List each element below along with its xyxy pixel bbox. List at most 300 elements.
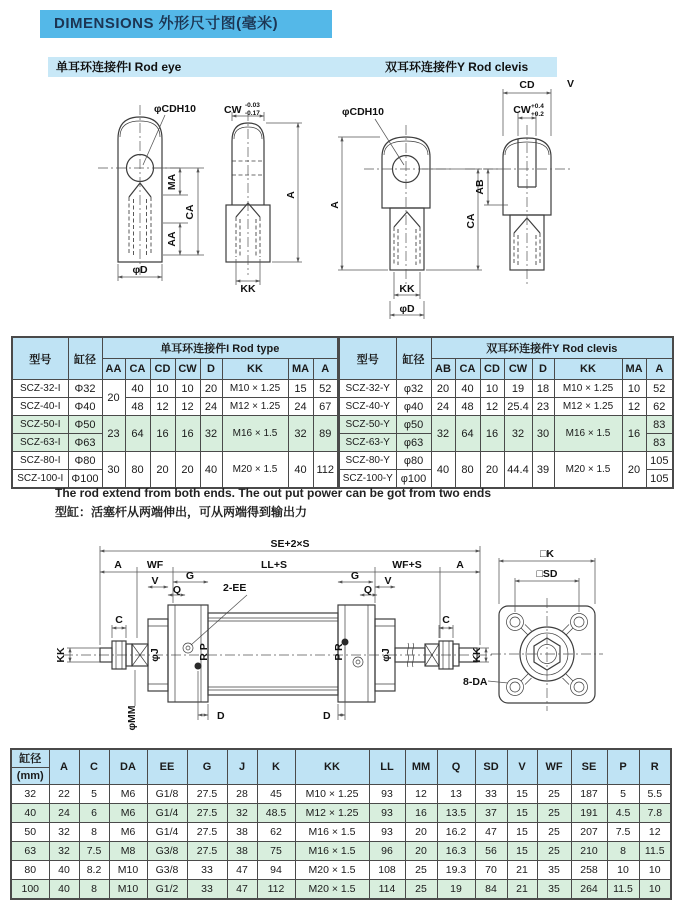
cell: 24 bbox=[49, 804, 79, 823]
cell: 12 bbox=[480, 398, 504, 416]
header-bore: 缸径 bbox=[396, 337, 431, 380]
cell: 96 bbox=[369, 842, 405, 861]
label-rod-eye-kk: KK bbox=[240, 283, 256, 295]
cell: 191 bbox=[571, 804, 607, 823]
cell: 35 bbox=[537, 861, 571, 880]
cell: 15 bbox=[507, 785, 537, 804]
label-se: SE+2×S bbox=[270, 538, 310, 550]
model-cell: SCZ-100-Y bbox=[339, 470, 396, 489]
cell: 20 bbox=[150, 452, 175, 489]
bore-cell: Φ63 bbox=[68, 434, 102, 452]
cell: M12 × 1.25 bbox=[554, 398, 622, 416]
cell: 64 bbox=[125, 416, 150, 452]
label-rod-eye-aa: AA bbox=[166, 231, 178, 247]
cell: 45 bbox=[257, 785, 295, 804]
model-cell: SCZ-80-I bbox=[12, 452, 68, 470]
label-d-left: D bbox=[217, 710, 225, 722]
cell: 30 bbox=[532, 416, 554, 452]
col-header: K bbox=[257, 749, 295, 785]
model-cell: SCZ-32-I bbox=[12, 380, 68, 398]
cell: 47 bbox=[475, 823, 507, 842]
cell: 80 bbox=[455, 452, 480, 489]
cell: 20 bbox=[480, 452, 504, 489]
cell: 25 bbox=[405, 861, 437, 880]
col-header: EE bbox=[147, 749, 187, 785]
label-mm: φMM bbox=[126, 705, 138, 731]
cell: 83 bbox=[646, 434, 673, 452]
col-header: DA bbox=[109, 749, 147, 785]
cell: 8.2 bbox=[79, 861, 109, 880]
cell: M6 bbox=[109, 785, 147, 804]
cell: 25 bbox=[405, 880, 437, 900]
col-header: MA bbox=[622, 359, 646, 380]
label-j-left: φJ bbox=[149, 648, 161, 662]
cell: 32 bbox=[504, 416, 532, 452]
label-clevis-cw: CW bbox=[513, 104, 531, 116]
cell: 7.5 bbox=[79, 842, 109, 861]
cell: M20 × 1.5 bbox=[222, 452, 288, 489]
cell: 108 bbox=[369, 861, 405, 880]
cell: 20 bbox=[405, 823, 437, 842]
cell: 84 bbox=[475, 880, 507, 900]
page-title: DIMENSIONS 外形尺寸图(毫米) bbox=[40, 10, 332, 38]
note-english: The rod extend from both ends. The out put power can be got from two ends bbox=[55, 486, 492, 500]
bore-cell: φ80 bbox=[396, 452, 431, 470]
cell: M16 × 1.5 bbox=[222, 416, 288, 452]
cell: 20 bbox=[175, 452, 200, 489]
cell: 12 bbox=[639, 823, 671, 842]
col-header: CW bbox=[504, 359, 532, 380]
cell: 13 bbox=[437, 785, 475, 804]
cell: 16.3 bbox=[437, 842, 475, 861]
cell: 11.5 bbox=[607, 880, 639, 900]
col-header: CD bbox=[480, 359, 504, 380]
rod-eye-dimension-lines bbox=[118, 115, 204, 281]
cell: 7.5 bbox=[607, 823, 639, 842]
label-c-left: C bbox=[115, 614, 123, 626]
cell: 21 bbox=[507, 861, 537, 880]
cell: 10 bbox=[480, 380, 504, 398]
table-row bbox=[12, 416, 338, 434]
cell: 7.8 bbox=[639, 804, 671, 823]
cell: 40 bbox=[125, 380, 150, 398]
cell: 67 bbox=[313, 398, 338, 416]
col-header: MA bbox=[288, 359, 313, 380]
cell: 48 bbox=[455, 398, 480, 416]
cell: G1/4 bbox=[147, 804, 187, 823]
cell: 24 bbox=[200, 398, 222, 416]
cell: 32 bbox=[49, 842, 79, 861]
label-q-left: Q bbox=[172, 584, 182, 596]
cell: 207 bbox=[571, 823, 607, 842]
cell: 210 bbox=[571, 842, 607, 861]
cell: 6 bbox=[79, 804, 109, 823]
cell: 40 bbox=[431, 452, 455, 489]
label-clevis-ca: CA bbox=[465, 213, 477, 229]
label-g-right: G bbox=[350, 570, 360, 582]
label-lls: LL+S bbox=[261, 559, 287, 571]
label-clevis-a: A bbox=[329, 201, 341, 209]
cell: 105 bbox=[646, 452, 673, 470]
cell: 20 bbox=[102, 380, 125, 416]
cell: 40 bbox=[200, 452, 222, 489]
model-cell: SCZ-40-I bbox=[12, 398, 68, 416]
bore-cell: Φ50 bbox=[68, 416, 102, 434]
cell: 48.5 bbox=[257, 804, 295, 823]
label-rod-eye-d: φD bbox=[132, 264, 148, 276]
col-header: SE bbox=[571, 749, 607, 785]
label-8da: 8-DA bbox=[463, 676, 488, 688]
col-header: A bbox=[313, 359, 338, 380]
header-group: 单耳环连接件I Rod type bbox=[102, 337, 338, 359]
cell: 15 bbox=[507, 842, 537, 861]
cell: 12 bbox=[175, 398, 200, 416]
cell: 258 bbox=[571, 861, 607, 880]
cell: 40 bbox=[455, 380, 480, 398]
cell: 75 bbox=[257, 842, 295, 861]
header-group: 双耳环连接件Y Rod clevis bbox=[431, 337, 673, 359]
cell: 10 bbox=[622, 380, 646, 398]
col-header: C bbox=[79, 749, 109, 785]
cell: 16 bbox=[175, 416, 200, 452]
cell: M10 bbox=[109, 861, 147, 880]
label-clevis-cd: CD bbox=[519, 79, 535, 91]
cell: 80 bbox=[125, 452, 150, 489]
label-v-left: V bbox=[151, 575, 159, 587]
col-header: CA bbox=[125, 359, 150, 380]
header-model: 型号 bbox=[12, 337, 68, 380]
cell: 10 bbox=[639, 880, 671, 900]
label-clevis-ab: AB bbox=[474, 179, 486, 195]
cell: 25.4 bbox=[504, 398, 532, 416]
subtitle-rod-clevis: 双耳环连接件Y Rod clevis bbox=[385, 60, 529, 74]
cell: 44.4 bbox=[504, 452, 532, 489]
col-header: CD bbox=[150, 359, 175, 380]
cell: M8 bbox=[109, 842, 147, 861]
cell: 13.5 bbox=[437, 804, 475, 823]
label-clevis-cw-lower: +0.2 bbox=[531, 111, 544, 118]
header-bore-unit: (mm) bbox=[16, 769, 44, 782]
cell: 32 bbox=[49, 823, 79, 842]
bore-cell: φ32 bbox=[396, 380, 431, 398]
cell: 16 bbox=[480, 416, 504, 452]
cell: M10 bbox=[109, 880, 147, 900]
table-row bbox=[339, 380, 673, 398]
cell: 62 bbox=[646, 398, 673, 416]
cell: 25 bbox=[537, 785, 571, 804]
cell: 40 bbox=[288, 452, 313, 489]
col-header: KK bbox=[554, 359, 622, 380]
cell: 32 bbox=[431, 416, 455, 452]
cell: 264 bbox=[571, 880, 607, 900]
cell: 52 bbox=[646, 380, 673, 398]
cell: M16 × 1.5 bbox=[554, 416, 622, 452]
cell: 93 bbox=[369, 785, 405, 804]
cell: 4.5 bbox=[607, 804, 639, 823]
cell: 47 bbox=[227, 861, 257, 880]
cell: 187 bbox=[571, 785, 607, 804]
cell: G1/2 bbox=[147, 880, 187, 900]
col-header: A bbox=[49, 749, 79, 785]
table-row bbox=[11, 785, 671, 804]
cell: 25 bbox=[537, 804, 571, 823]
model-cell: SCZ-100-I bbox=[12, 470, 68, 489]
bore-cell: φ50 bbox=[396, 416, 431, 434]
cell: 8 bbox=[79, 880, 109, 900]
bore-cell: Φ40 bbox=[68, 398, 102, 416]
cell: 8 bbox=[607, 842, 639, 861]
cell: 15 bbox=[507, 823, 537, 842]
cell: M10 × 1.25 bbox=[222, 380, 288, 398]
col-header: SD bbox=[475, 749, 507, 785]
cell: 32 bbox=[11, 785, 49, 804]
rod-clevis-table bbox=[338, 336, 674, 489]
cell: 16 bbox=[150, 416, 175, 452]
col-header: CW bbox=[175, 359, 200, 380]
cell: 112 bbox=[313, 452, 338, 489]
header-bore bbox=[11, 749, 49, 785]
label-rod-eye-cw-lower: -0.17 bbox=[245, 110, 260, 117]
cell: 62 bbox=[257, 823, 295, 842]
cell: 114 bbox=[369, 880, 405, 900]
cell: 37 bbox=[475, 804, 507, 823]
label-rod-eye-cw-upper: -0.03 bbox=[245, 102, 260, 109]
cell: 93 bbox=[369, 823, 405, 842]
label-j-right: φJ bbox=[380, 648, 392, 662]
cell: 5.5 bbox=[639, 785, 671, 804]
cell: 10 bbox=[150, 380, 175, 398]
model-cell: SCZ-63-Y bbox=[339, 434, 396, 452]
table-row bbox=[11, 842, 671, 861]
cell: 32 bbox=[227, 804, 257, 823]
table-row bbox=[339, 416, 673, 434]
table-row bbox=[11, 880, 671, 900]
cell: M10 × 1.25 bbox=[554, 380, 622, 398]
cell: 63 bbox=[11, 842, 49, 861]
rod-clevis-centerlines bbox=[364, 125, 452, 287]
cell: 35 bbox=[537, 880, 571, 900]
label-2ee: 2-EE bbox=[223, 582, 247, 594]
cell: 40 bbox=[49, 880, 79, 900]
label-clevis-d: φD bbox=[399, 303, 415, 315]
label-clevis-cw-upper: +0.4 bbox=[531, 103, 544, 110]
cell: 16.2 bbox=[437, 823, 475, 842]
cell: 5 bbox=[79, 785, 109, 804]
col-header: KK bbox=[295, 749, 369, 785]
cell: 32 bbox=[288, 416, 313, 452]
cell: M20 × 1.5 bbox=[295, 861, 369, 880]
label-kk-right: KK bbox=[471, 647, 483, 663]
label-wfs: WF+S bbox=[392, 559, 422, 571]
col-header: J bbox=[227, 749, 257, 785]
cell: 33 bbox=[187, 880, 227, 900]
cell: 12 bbox=[405, 785, 437, 804]
cell: 94 bbox=[257, 861, 295, 880]
cell: M12 × 1.25 bbox=[295, 804, 369, 823]
cell: 15 bbox=[288, 380, 313, 398]
cell: 24 bbox=[431, 398, 455, 416]
cell: 23 bbox=[532, 398, 554, 416]
cell: 19.3 bbox=[437, 861, 475, 880]
cell: 21 bbox=[507, 880, 537, 900]
subtitle-rod-eye: 单耳环连接件I Rod eye bbox=[56, 60, 182, 74]
main-dimensions-table bbox=[10, 748, 672, 900]
cell: 27.5 bbox=[187, 823, 227, 842]
cell: G3/8 bbox=[147, 842, 187, 861]
col-header: D bbox=[200, 359, 222, 380]
cell: 16 bbox=[622, 416, 646, 452]
label-d-right: D bbox=[323, 710, 331, 722]
label-rod-eye-a: A bbox=[285, 191, 297, 199]
cell: 25 bbox=[537, 842, 571, 861]
cell: 38 bbox=[227, 842, 257, 861]
col-header: KK bbox=[222, 359, 288, 380]
note-chinese: 型缸：活塞杆从两端伸出，可从两端得到输出力 bbox=[55, 505, 308, 519]
header-bore-label: 缸径 bbox=[12, 751, 49, 768]
cell: 5 bbox=[607, 785, 639, 804]
table-row bbox=[11, 823, 671, 842]
model-cell: SCZ-40-Y bbox=[339, 398, 396, 416]
col-header: P bbox=[607, 749, 639, 785]
label-v-right: V bbox=[384, 575, 392, 587]
cell: 56 bbox=[475, 842, 507, 861]
cell: M16 × 1.5 bbox=[295, 823, 369, 842]
rod-clevis-thread-lines bbox=[394, 227, 420, 265]
cell: 20 bbox=[431, 380, 455, 398]
cell: M12 × 1.25 bbox=[222, 398, 288, 416]
cell: M16 × 1.5 bbox=[295, 842, 369, 861]
bore-cell: Φ80 bbox=[68, 452, 102, 470]
cell: M6 bbox=[109, 804, 147, 823]
label-flange-k: □K bbox=[540, 548, 554, 560]
cell: 19 bbox=[437, 880, 475, 900]
cell: 112 bbox=[257, 880, 295, 900]
rod-eye-type-table bbox=[11, 336, 339, 489]
label-wf: WF bbox=[146, 559, 164, 571]
cell: 11.5 bbox=[639, 842, 671, 861]
cell: 27.5 bbox=[187, 842, 227, 861]
label-kk-left: KK bbox=[55, 647, 67, 663]
col-header: Q bbox=[437, 749, 475, 785]
header-bore: 缸径 bbox=[68, 337, 102, 380]
bore-cell: φ63 bbox=[396, 434, 431, 452]
cell: 93 bbox=[369, 804, 405, 823]
cell: 64 bbox=[455, 416, 480, 452]
col-header: LL bbox=[369, 749, 405, 785]
col-header: A bbox=[646, 359, 673, 380]
cell: 16 bbox=[405, 804, 437, 823]
cell: 22 bbox=[49, 785, 79, 804]
label-c-right: C bbox=[442, 614, 450, 626]
cell: 28 bbox=[227, 785, 257, 804]
bore-cell: Φ32 bbox=[68, 380, 102, 398]
cell: 12 bbox=[622, 398, 646, 416]
cell: 48 bbox=[125, 398, 150, 416]
cell: 32 bbox=[200, 416, 222, 452]
cell: 47 bbox=[227, 880, 257, 900]
col-header: V bbox=[507, 749, 537, 785]
label-a-right: A bbox=[456, 559, 464, 571]
cell: 10 bbox=[639, 861, 671, 880]
cell: M10 × 1.25 bbox=[295, 785, 369, 804]
table-row bbox=[12, 380, 338, 398]
col-header: AB bbox=[431, 359, 455, 380]
cell: 80 bbox=[11, 861, 49, 880]
cell: 25 bbox=[537, 823, 571, 842]
model-cell: SCZ-50-I bbox=[12, 416, 68, 434]
label-rp-left: R P bbox=[198, 643, 210, 661]
cell: 20 bbox=[200, 380, 222, 398]
table-row bbox=[12, 452, 338, 470]
cell: 19 bbox=[504, 380, 532, 398]
cell: 83 bbox=[646, 416, 673, 434]
col-header: D bbox=[532, 359, 554, 380]
model-cell: SCZ-32-Y bbox=[339, 380, 396, 398]
cell: G3/8 bbox=[147, 861, 187, 880]
label-g-left: G bbox=[185, 570, 195, 582]
cell: 18 bbox=[532, 380, 554, 398]
col-header: WF bbox=[537, 749, 571, 785]
label-pr-right: P R bbox=[333, 643, 345, 661]
header-model: 型号 bbox=[339, 337, 396, 380]
label-clevis-kk: KK bbox=[399, 283, 415, 295]
cell: 70 bbox=[475, 861, 507, 880]
bore-cell: φ40 bbox=[396, 398, 431, 416]
cell: 105 bbox=[646, 470, 673, 489]
table-row bbox=[12, 398, 338, 416]
cell: 20 bbox=[622, 452, 646, 489]
cell: 15 bbox=[507, 804, 537, 823]
table-row bbox=[11, 861, 671, 880]
cell: 27.5 bbox=[187, 785, 227, 804]
cell: 27.5 bbox=[187, 804, 227, 823]
connector-drawings bbox=[70, 75, 680, 333]
cell: G1/8 bbox=[147, 785, 187, 804]
col-header: CA bbox=[455, 359, 480, 380]
label-rod-eye-cw: CW bbox=[224, 104, 242, 116]
col-header: R bbox=[639, 749, 671, 785]
cell: 33 bbox=[475, 785, 507, 804]
table-row bbox=[339, 452, 673, 470]
cell: 20 bbox=[405, 842, 437, 861]
label-rod-eye-ca: CA bbox=[184, 204, 196, 220]
label-clevis-v: V bbox=[567, 78, 575, 90]
model-cell: SCZ-63-I bbox=[12, 434, 68, 452]
col-header: AA bbox=[102, 359, 125, 380]
bore-cell: Φ100 bbox=[68, 470, 102, 489]
cell: 33 bbox=[187, 861, 227, 880]
cell: G1/4 bbox=[147, 823, 187, 842]
cell: 39 bbox=[532, 452, 554, 489]
cell: 50 bbox=[11, 823, 49, 842]
model-cell: SCZ-50-Y bbox=[339, 416, 396, 434]
cell: 40 bbox=[11, 804, 49, 823]
label-rod-eye-cdh10: φCDH10 bbox=[154, 103, 196, 115]
table-row bbox=[11, 804, 671, 823]
cylinder-assembly-drawing bbox=[55, 530, 680, 745]
cell: 30 bbox=[102, 452, 125, 489]
col-header: MM bbox=[405, 749, 437, 785]
cell: M20 × 1.5 bbox=[554, 452, 622, 489]
cell: M20 × 1.5 bbox=[295, 880, 369, 900]
cell: M6 bbox=[109, 823, 147, 842]
table-row bbox=[339, 398, 673, 416]
bore-cell: φ100 bbox=[396, 470, 431, 489]
label-clevis-cdh10: φCDH10 bbox=[342, 106, 384, 118]
col-header: G bbox=[187, 749, 227, 785]
cell: 100 bbox=[11, 880, 49, 900]
cell: 52 bbox=[313, 380, 338, 398]
